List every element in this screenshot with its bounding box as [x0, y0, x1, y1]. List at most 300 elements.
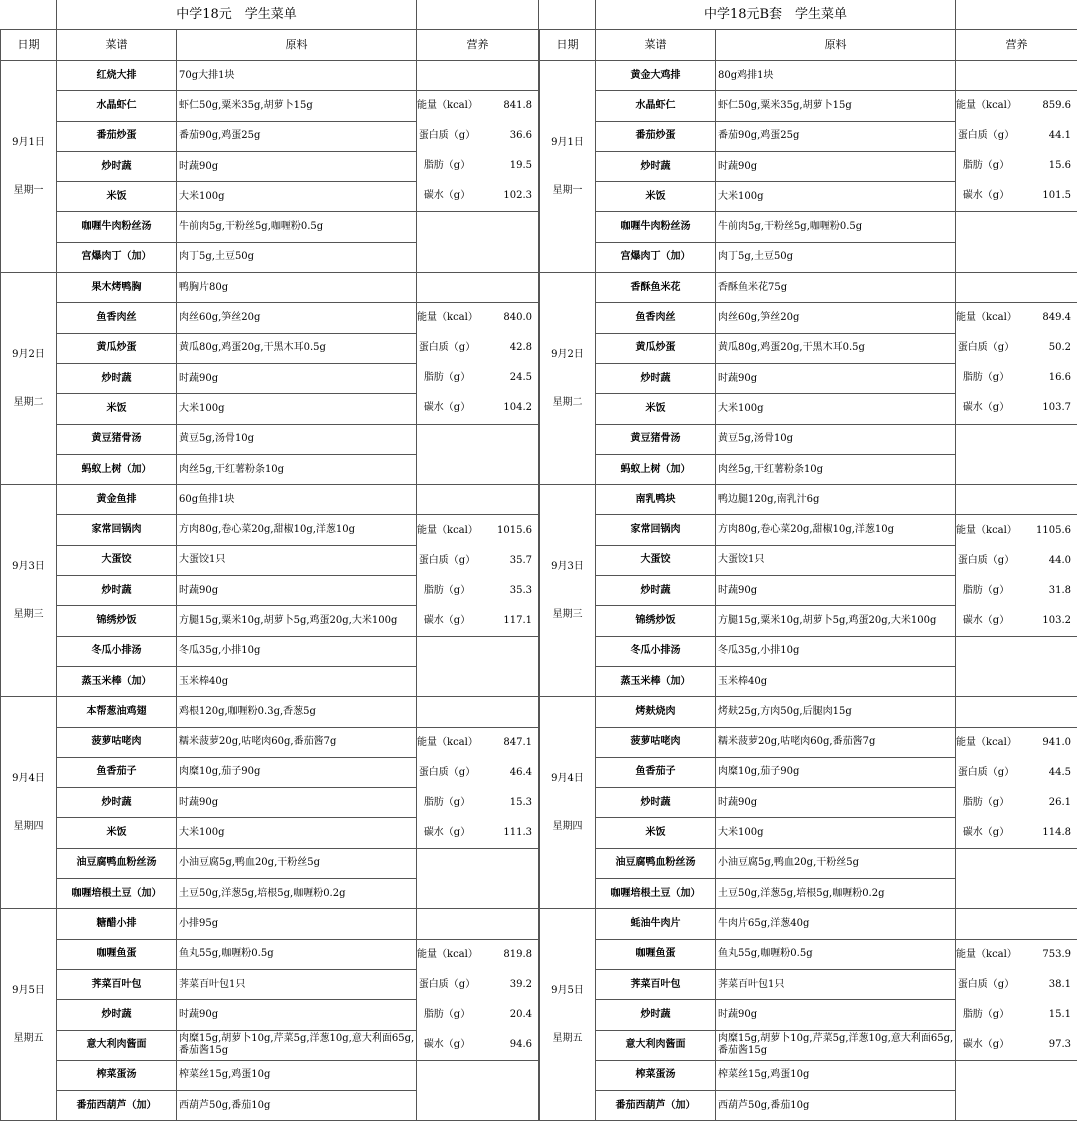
nutrition-label: 能量（kcal） [417, 736, 478, 748]
date-label: 9月4日 [12, 772, 45, 784]
date-box [1, 561, 56, 621]
dish-name: 黄金大鸡排 [596, 61, 716, 91]
dish-name: 南乳鸭块 [596, 485, 716, 515]
nutrition-blank-cell [417, 848, 539, 909]
nutrition-cell [956, 303, 1077, 424]
nutrition-value: 39.2 [509, 978, 533, 990]
dish-name: 炒时蔬 [57, 576, 177, 606]
dish-ingredients: 时蔬90g [716, 151, 956, 181]
nutrition-label: 蛋白质（g） [418, 554, 476, 566]
dish-name: 荠菜百叶包 [596, 969, 716, 999]
column-header[interactable]: 营养 [956, 30, 1077, 61]
nutrition-row [417, 1030, 538, 1060]
table-row [540, 212, 1077, 242]
nutrition-row [417, 181, 538, 211]
dish-name: 蒸玉米棒（加） [57, 666, 177, 696]
dish-ingredients: 黄瓜80g,鸡蛋20g,干黑木耳0.5g [177, 333, 417, 363]
dish-ingredients: 牛肉片65g,洋葱40g [716, 909, 956, 939]
dish-name: 油豆腐鸭血粉丝汤 [596, 848, 716, 878]
table-row [1, 515, 539, 545]
nutrition-blank-cell [956, 424, 1077, 485]
dish-ingredients: 番茄90g,鸡蛋25g [716, 121, 956, 151]
nutrition-blank-cell [417, 424, 539, 485]
nutrition-label: 能量（kcal） [956, 948, 1017, 960]
weekday-label: 星期三 [13, 608, 44, 620]
nutrition-list [956, 91, 1077, 211]
dish-ingredients: 小排95g [177, 909, 417, 939]
nutrition-label: 碳水（g） [423, 1038, 471, 1050]
nutrition-blank-cell [956, 848, 1077, 909]
nutrition-label: 蛋白质（g） [418, 978, 476, 990]
dish-name: 鱼香茄子 [596, 757, 716, 787]
dish-ingredients: 虾仁50g,粟米35g,胡萝卜15g [177, 91, 417, 121]
dish-ingredients: 方肉80g,卷心菜20g,甜椒10g,洋葱10g [716, 515, 956, 545]
dish-name: 米饭 [596, 818, 716, 848]
dish-ingredients: 大蛋饺1只 [177, 545, 417, 575]
nutrition-label: 蛋白质（g） [418, 130, 476, 142]
column-header[interactable]: 日期 [1, 30, 57, 61]
nutrition-label: 碳水（g） [962, 190, 1010, 202]
nutrition-label: 碳水（g） [423, 614, 471, 626]
table-row [540, 909, 1077, 939]
dish-ingredients: 香酥鱼米花75g [716, 273, 956, 303]
nutrition-value: 753.9 [1042, 948, 1072, 960]
dish-name: 炒时蔬 [596, 788, 716, 818]
dish-name: 咖喱牛肉粉丝汤 [57, 212, 177, 242]
nutrition-cell [956, 515, 1077, 636]
nutrition-row [417, 363, 538, 393]
column-header[interactable]: 原料 [716, 30, 956, 61]
nutrition-value: 97.3 [1048, 1038, 1072, 1050]
nutrition-value: 1105.6 [1036, 524, 1072, 536]
table-row [1, 424, 539, 454]
nutrition-row [956, 91, 1077, 121]
nutrition-blank-cell [956, 61, 1077, 91]
nutrition-row [956, 576, 1077, 606]
date-label: 9月4日 [551, 772, 584, 784]
nutrition-value: 1015.6 [497, 524, 533, 536]
column-header[interactable]: 菜谱 [596, 30, 716, 61]
dish-ingredients: 玉米棒40g [716, 666, 956, 696]
date-box [1, 349, 56, 409]
nutrition-label: 能量（kcal） [956, 524, 1017, 536]
dish-ingredients: 肉丁5g,土豆50g [716, 242, 956, 272]
date-cell [540, 485, 596, 697]
nutrition-blank-cell [417, 697, 539, 727]
date-box [1, 985, 56, 1045]
dish-ingredients: 60g鱼排1块 [177, 485, 417, 515]
nutrition-row [956, 151, 1077, 181]
nutrition-row [417, 333, 538, 363]
dish-ingredients: 大米100g [716, 182, 956, 212]
nutrition-row [417, 940, 538, 970]
nutrition-value: 94.6 [509, 1038, 533, 1050]
date-label: 9月5日 [12, 984, 45, 996]
nutrition-row [417, 1000, 538, 1030]
nutrition-label: 蛋白质（g） [957, 978, 1015, 990]
date-cell [540, 909, 596, 1121]
table-row [1, 1060, 539, 1090]
dish-name: 黄瓜炒蛋 [57, 333, 177, 363]
dish-ingredients: 方腿15g,粟米10g,胡萝卜5g,鸡蛋20g,大米100g [177, 606, 417, 636]
nutrition-value: 840.0 [503, 312, 533, 324]
dish-ingredients: 方肉80g,卷心菜20g,甜椒10g,洋葱10g [177, 515, 417, 545]
dish-ingredients: 鸡根120g,咖喱粉0.3g,香葱5g [177, 697, 417, 727]
nutrition-blank-cell [417, 909, 539, 939]
dish-ingredients: 大米100g [177, 394, 417, 424]
nutrition-value: 849.4 [1042, 312, 1072, 324]
nutrition-label: 脂肪（g） [423, 796, 471, 808]
table-row [1, 91, 539, 121]
date-cell [540, 273, 596, 485]
date-cell [1, 697, 57, 909]
dish-ingredients: 时蔬90g [177, 151, 417, 181]
dish-ingredients: 玉米棒40g [177, 666, 417, 696]
nutrition-blank-cell [956, 636, 1077, 697]
nutrition-label: 能量（kcal） [417, 100, 478, 112]
nutrition-row [956, 121, 1077, 151]
nutrition-list [417, 728, 538, 848]
nutrition-value: 104.2 [503, 402, 533, 414]
nutrition-label: 蛋白质（g） [957, 130, 1015, 142]
date-box [540, 985, 595, 1045]
nutrition-row [417, 303, 538, 333]
nutrition-row [956, 818, 1077, 848]
nutrition-value: 31.8 [1048, 584, 1072, 596]
nutrition-list [956, 728, 1077, 848]
nutrition-label: 脂肪（g） [962, 584, 1010, 596]
nutrition-label: 能量（kcal） [956, 100, 1017, 112]
dish-name: 锦绣炒饭 [596, 606, 716, 636]
date-box [540, 561, 595, 621]
table-row [540, 424, 1077, 454]
nutrition-row [956, 758, 1077, 788]
dish-name: 蚂蚁上树（加） [596, 454, 716, 484]
dish-ingredients: 肉丝60g,笋丝20g [716, 303, 956, 333]
nutrition-value: 111.3 [503, 826, 533, 838]
column-header[interactable]: 菜谱 [57, 30, 177, 61]
nutrition-value: 44.0 [1048, 554, 1072, 566]
title-blank-cell [417, 0, 539, 30]
table-row [1, 697, 539, 727]
nutrition-row [956, 606, 1077, 636]
nutrition-label: 脂肪（g） [962, 1008, 1010, 1020]
nutrition-blank-cell [956, 909, 1077, 939]
nutrition-value: 35.7 [509, 554, 533, 566]
nutrition-label: 能量（kcal） [417, 524, 478, 536]
nutrition-value: 101.5 [1042, 190, 1072, 202]
nutrition-row [956, 516, 1077, 546]
dish-ingredients: 烤麸25g,方肉50g,后腿肉15g [716, 697, 956, 727]
weekday-label: 星期五 [13, 1032, 44, 1044]
date-box [1, 773, 56, 833]
nutrition-row [417, 970, 538, 1000]
dish-ingredients: 冬瓜35g,小排10g [177, 636, 417, 666]
date-label: 9月5日 [551, 984, 584, 996]
nutrition-cell [956, 939, 1077, 1060]
table-row [1, 61, 539, 91]
dish-ingredients: 肉丝60g,笋丝20g [177, 303, 417, 333]
dish-ingredients: 时蔬90g [716, 363, 956, 393]
dish-ingredients: 西葫芦50g,番茄10g [716, 1091, 956, 1121]
dish-ingredients: 时蔬90g [177, 1000, 417, 1030]
dish-name: 锦绣炒饭 [57, 606, 177, 636]
date-label: 9月1日 [12, 136, 45, 148]
table-row [540, 61, 1077, 91]
nutrition-row [956, 940, 1077, 970]
nutrition-value: 103.2 [1042, 614, 1072, 626]
date-label: 9月1日 [551, 136, 584, 148]
date-cell [1, 909, 57, 1121]
nutrition-value: 44.1 [1048, 130, 1072, 142]
dish-ingredients: 肉丝5g,干红薯粉条10g [716, 454, 956, 484]
nutrition-label: 碳水（g） [962, 614, 1010, 626]
nutrition-value: 15.3 [509, 796, 533, 808]
dish-name: 炒时蔬 [57, 788, 177, 818]
nutrition-list [417, 516, 538, 636]
dish-ingredients: 小油豆腐5g,鸭血20g,干粉丝5g [177, 848, 417, 878]
dish-ingredients: 黄豆5g,汤骨10g [716, 424, 956, 454]
table-row [540, 727, 1077, 757]
nutrition-row [417, 151, 538, 181]
nutrition-row [417, 606, 538, 636]
dish-ingredients: 肉丁5g,土豆50g [177, 242, 417, 272]
nutrition-label: 蛋白质（g） [418, 342, 476, 354]
nutrition-value: 117.1 [503, 614, 533, 626]
dish-name: 米饭 [57, 818, 177, 848]
dish-ingredients: 80g鸡排1块 [716, 61, 956, 91]
dish-ingredients: 榨菜丝15g,鸡蛋10g [716, 1060, 956, 1090]
dish-name: 米饭 [57, 182, 177, 212]
nutrition-cell [417, 303, 539, 424]
nutrition-list [956, 516, 1077, 636]
weekday-label: 星期三 [552, 608, 583, 620]
dish-name: 炒时蔬 [596, 363, 716, 393]
dish-name: 意大利肉酱面 [596, 1030, 716, 1060]
nutrition-value: 103.7 [1042, 402, 1072, 414]
nutrition-blank-cell [956, 212, 1077, 273]
nutrition-value: 841.8 [503, 100, 533, 112]
nutrition-row [417, 121, 538, 151]
dish-name: 炒时蔬 [596, 151, 716, 181]
dish-name: 宫爆肉丁（加） [57, 242, 177, 272]
nutrition-value: 50.2 [1048, 342, 1072, 354]
title-blank-cell [956, 0, 1077, 30]
menu-table [0, 0, 539, 1121]
table-row [1, 848, 539, 878]
menu-table [539, 0, 1077, 1121]
table-row [540, 1060, 1077, 1090]
nutrition-label: 碳水（g） [423, 190, 471, 202]
dish-ingredients: 荠菜百叶包1只 [177, 969, 417, 999]
dish-ingredients: 大米100g [716, 394, 956, 424]
dish-ingredients: 时蔬90g [716, 576, 956, 606]
nutrition-label: 脂肪（g） [962, 160, 1010, 172]
nutrition-label: 脂肪（g） [423, 584, 471, 596]
dish-name: 米饭 [57, 394, 177, 424]
dish-name: 番茄炒蛋 [57, 121, 177, 151]
nutrition-label: 碳水（g） [962, 826, 1010, 838]
nutrition-list [956, 303, 1077, 423]
dish-ingredients: 70g大排1块 [177, 61, 417, 91]
table-row [1, 485, 539, 515]
dish-ingredients: 虾仁50g,粟米35g,胡萝卜15g [716, 91, 956, 121]
dish-name: 炒时蔬 [596, 1000, 716, 1030]
table-row [540, 848, 1077, 878]
table-row [540, 515, 1077, 545]
dish-ingredients: 鱼丸55g,咖喱粉0.5g [716, 939, 956, 969]
dish-name: 菠萝咕咾肉 [57, 727, 177, 757]
nutrition-row [417, 516, 538, 546]
dish-name: 香酥鱼米花 [596, 273, 716, 303]
date-label: 9月2日 [12, 348, 45, 360]
dish-name: 咖喱培根土豆（加） [596, 879, 716, 909]
column-header[interactable]: 原料 [177, 30, 417, 61]
dish-ingredients: 大米100g [177, 182, 417, 212]
nutrition-row [417, 728, 538, 758]
weekday-label: 星期五 [552, 1032, 583, 1044]
nutrition-row [956, 363, 1077, 393]
nutrition-value: 15.1 [1048, 1008, 1072, 1020]
dish-ingredients: 土豆50g,洋葱5g,培根5g,咖喱粉0.2g [716, 879, 956, 909]
nutrition-value: 44.5 [1048, 766, 1072, 778]
dish-ingredients: 鱼丸55g,咖喱粉0.5g [177, 939, 417, 969]
date-cell [1, 485, 57, 697]
dish-name: 冬瓜小排汤 [57, 636, 177, 666]
dish-ingredients: 冬瓜35g,小排10g [716, 636, 956, 666]
nutrition-blank-cell [956, 1060, 1077, 1121]
weekday-label: 星期二 [13, 396, 44, 408]
table-row [540, 303, 1077, 333]
dish-name: 榨菜蛋汤 [57, 1060, 177, 1090]
dish-ingredients: 鸭边腿120g,南乳汁6g [716, 485, 956, 515]
dish-name: 糖醋小排 [57, 909, 177, 939]
nutrition-label: 碳水（g） [962, 1038, 1010, 1050]
table-row [1, 636, 539, 666]
nutrition-blank-cell [956, 273, 1077, 303]
nutrition-cell [956, 727, 1077, 848]
dish-name: 番茄炒蛋 [596, 121, 716, 151]
dish-ingredients: 土豆50g,洋葱5g,培根5g,咖喱粉0.2g [177, 879, 417, 909]
nutrition-list [417, 940, 538, 1060]
nutrition-row [956, 1030, 1077, 1060]
nutrition-label: 蛋白质（g） [418, 766, 476, 778]
dish-ingredients: 牛前肉5g,干粉丝5g,咖喱粉0.5g [716, 212, 956, 242]
dish-name: 黄豆猪骨汤 [596, 424, 716, 454]
date-cell [540, 697, 596, 909]
dish-ingredients: 方腿15g,粟米10g,胡萝卜5g,鸡蛋20g,大米100g [716, 606, 956, 636]
nutrition-label: 能量（kcal） [956, 736, 1017, 748]
weekday-label: 星期四 [13, 820, 44, 832]
table-row [1, 939, 539, 969]
dish-ingredients: 肉糜15g,胡萝卜10g,芹菜5g,洋葱10g,意大利面65g,番茄酱15g [177, 1030, 417, 1060]
dish-name: 米饭 [596, 182, 716, 212]
dish-ingredients: 时蔬90g [177, 788, 417, 818]
table-row [1, 212, 539, 242]
column-header[interactable]: 日期 [540, 30, 596, 61]
nutrition-list [956, 940, 1077, 1060]
table-row [1, 273, 539, 303]
nutrition-label: 能量（kcal） [417, 948, 478, 960]
dish-ingredients: 时蔬90g [177, 363, 417, 393]
dish-name: 鱼香肉丝 [57, 303, 177, 333]
date-box [540, 349, 595, 409]
dish-ingredients: 时蔬90g [716, 1000, 956, 1030]
dish-name: 炒时蔬 [57, 1000, 177, 1030]
table-row [540, 91, 1077, 121]
dish-ingredients: 糯米菠萝20g,咕咾肉60g,番茄酱7g [177, 727, 417, 757]
dish-name: 果木烤鸭胸 [57, 273, 177, 303]
column-header[interactable]: 营养 [417, 30, 539, 61]
nutrition-cell [417, 727, 539, 848]
nutrition-row [956, 546, 1077, 576]
dish-ingredients: 肉糜10g,茄子90g [716, 757, 956, 787]
dish-name: 番茄西葫芦（加） [57, 1091, 177, 1121]
nutrition-value: 859.6 [1042, 100, 1072, 112]
nutrition-blank-cell [417, 61, 539, 91]
date-label: 9月2日 [551, 348, 584, 360]
nutrition-label: 蛋白质（g） [957, 554, 1015, 566]
nutrition-value: 847.1 [503, 736, 533, 748]
dish-ingredients: 大米100g [177, 818, 417, 848]
nutrition-value: 24.5 [509, 372, 533, 384]
nutrition-label: 能量（kcal） [956, 312, 1017, 324]
dish-ingredients: 小油豆腐5g,鸭血20g,干粉丝5g [716, 848, 956, 878]
table-row [540, 485, 1077, 515]
nutrition-list [417, 303, 538, 423]
dish-name: 蚂蚁上树（加） [57, 454, 177, 484]
nutrition-value: 102.3 [503, 190, 533, 202]
dish-ingredients: 牛前肉5g,干粉丝5g,咖喱粉0.5g [177, 212, 417, 242]
dish-name: 大蛋饺 [596, 545, 716, 575]
table-row [1, 909, 539, 939]
dish-name: 咖喱牛肉粉丝汤 [596, 212, 716, 242]
nutrition-blank-cell [417, 485, 539, 515]
dish-name: 黄瓜炒蛋 [596, 333, 716, 363]
dish-name: 油豆腐鸭血粉丝汤 [57, 848, 177, 878]
nutrition-label: 脂肪（g） [962, 796, 1010, 808]
date-label: 9月3日 [551, 560, 584, 572]
dish-name: 红烧大排 [57, 61, 177, 91]
dish-name: 炒时蔬 [596, 576, 716, 606]
dish-name: 番茄西葫芦（加） [596, 1091, 716, 1121]
nutrition-label: 脂肪（g） [962, 372, 1010, 384]
dish-name: 菠萝咕咾肉 [596, 727, 716, 757]
dish-name: 荠菜百叶包 [57, 969, 177, 999]
nutrition-value: 35.3 [509, 584, 533, 596]
nutrition-row [417, 818, 538, 848]
nutrition-value: 36.6 [509, 130, 533, 142]
nutrition-blank-cell [417, 1060, 539, 1121]
nutrition-blank-cell [417, 273, 539, 303]
nutrition-label: 蛋白质（g） [957, 342, 1015, 354]
date-label: 9月3日 [12, 560, 45, 572]
nutrition-value: 46.4 [509, 766, 533, 778]
nutrition-value: 16.6 [1048, 372, 1072, 384]
dish-name: 咖喱鱼蛋 [57, 939, 177, 969]
dish-name: 咖喱鱼蛋 [596, 939, 716, 969]
nutrition-cell [956, 91, 1077, 212]
nutrition-label: 碳水（g） [962, 402, 1010, 414]
nutrition-blank-cell [956, 697, 1077, 727]
nutrition-value: 941.0 [1042, 736, 1072, 748]
dish-name: 榨菜蛋汤 [596, 1060, 716, 1090]
nutrition-label: 碳水（g） [423, 826, 471, 838]
nutrition-value: 20.4 [509, 1008, 533, 1020]
dish-ingredients: 大蛋饺1只 [716, 545, 956, 575]
nutrition-value: 42.8 [509, 342, 533, 354]
dish-name: 水晶虾仁 [57, 91, 177, 121]
